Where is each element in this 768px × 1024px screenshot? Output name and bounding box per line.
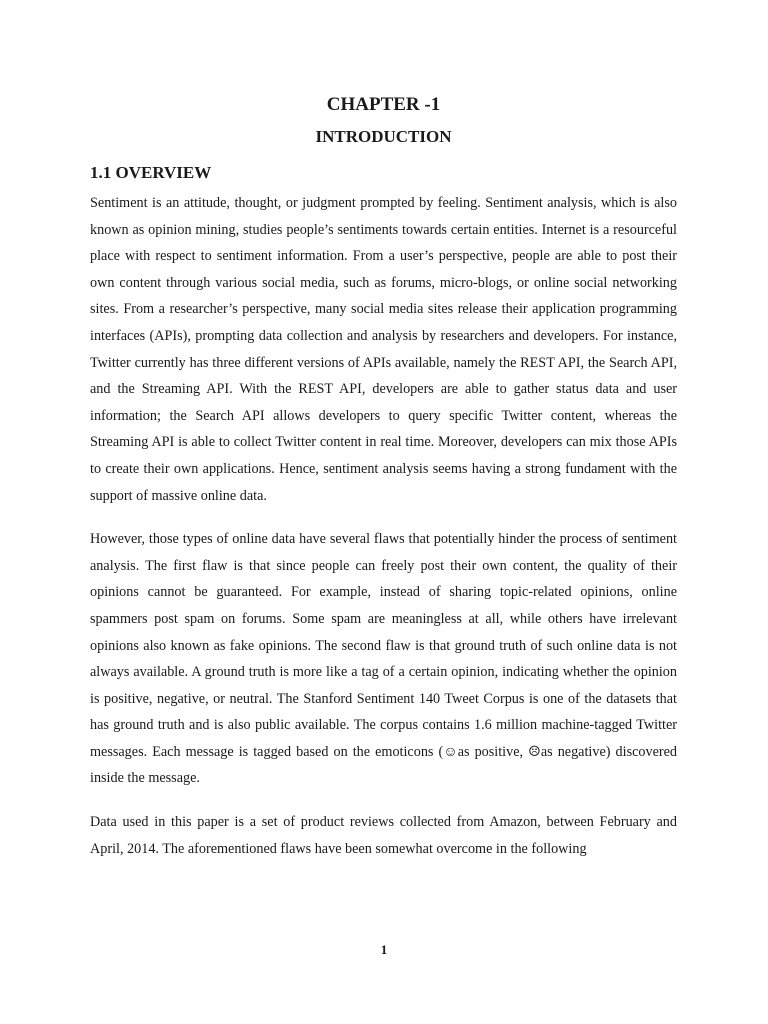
page-content — [90, 88, 677, 862]
chapter-title: INTRODUCTION — [315, 127, 452, 146]
paragraph: Sentiment is an attitude, thought, or judgment prompted by feeling. Sentiment analysis, which is also known as opinion mining, studies people’s sentiments towards certain entities. Internet is a resourceful place with respect to sentiment information. From a user’s perspective, people are able to post their own content through various social media, such as forums, micro-blogs, or online social networking sites. From a researcher’s perspective, many social media sites release their application programming interfaces (APIs), prompting data collection and analysis by researchers and developers. For instance, Twitter currently has three different versions of APIs available, namely the REST API, the Search API, and the Streaming API. With the REST API, developers are able to gather status data and user information; the Search API allows developers to query specific Twitter content, whereas the Streaming API is able to collect Twitter content in real time. Moreover, developers can mix those APIs to create their own applications. Hence, sentiment analysis seems having a strong fundament with the support of massive online data. — [90, 195, 677, 504]
page-number: 1 — [380, 942, 388, 957]
section-heading: 1.1 OVERVIEW — [90, 163, 212, 182]
chapter-heading: CHAPTER -1 — [326, 94, 441, 115]
paragraph: However, those types of online data have several flaws that potentially hinder the process of sentiment analysis. The first flaw is that since people can freely post their own content, the quality of their opinions cannot be guaranteed. For example, instead of sharing topic-related opinions, online spammers post spam on forums. Some spam are meaningless at all, while others have irrelevant opinions also known as fake opinions. The second flaw is that ground truth of such online data is not always available. A ground truth is more like a tag of a certain opinion, indicating whether the opinion is positive, negative, or neutral. The Stanford Sentiment 140 Tweet Corpus is one of the datasets that has ground truth and is also public available. The corpus contains 1.6 million machine-tagged Twitter messages. Each message is tagged based on the emoticons (☺as positive, ☹as negative) discovered inside the message. — [90, 531, 677, 787]
paragraph: Data used in this paper is a set of product reviews collected from Amazon, between February and April, 2014. The aforementioned flaws have been somewhat overcome in the following — [90, 814, 677, 857]
